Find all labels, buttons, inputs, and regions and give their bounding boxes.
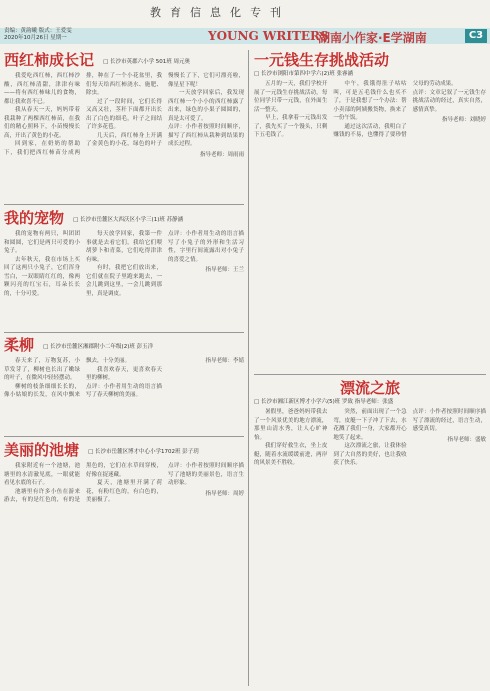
page-banner — [0, 0, 490, 26]
paragraph: 我们穿好救生衣，坐上皮艇，随着水流缓缓前进，两岸的风景美不胜收。 — [254, 443, 328, 466]
paragraph: 这次漂流之旅，让我体验到了大自然的美好，也让我收获了快乐。 — [333, 443, 407, 466]
article-pond — [4, 440, 244, 685]
paragraph: 夏天，池塘里开满了荷花，有粉红色的，有白色的，美丽极了。 — [86, 480, 162, 503]
article-teacher: 指导老师：王兰 — [205, 267, 244, 273]
article-teacher: 指导老师：周雨雨 — [199, 151, 244, 158]
article-comment: 点评：小作者用生动的语言描写了小兔子的外形和生活习性，字里行间流露出对小兔子的喜爱之情。 — [168, 231, 244, 263]
divider — [4, 204, 244, 205]
paragraph: 暑假里，爸爸妈妈带我去了一个风景优美的地方漂流，那里山清水秀，让人心旷神怡。 — [254, 409, 328, 441]
article-title: 美丽的池塘 — [4, 441, 80, 459]
paragraph: 我喜欢春天，更喜欢春天里的柳树。 — [86, 366, 162, 381]
article-byline: □ 长沙市岳麓区大西沃区小学三(1)班 苏静涵 — [73, 216, 184, 223]
article-willow — [4, 335, 244, 435]
english-title: YOUNG WRITERS — [208, 29, 329, 43]
article-body — [4, 357, 244, 400]
article-comment: 点评：小作者用生动的语言描写了春天柳树的美丽。 — [86, 383, 162, 398]
article-comment: 点评：小作者按照时间顺序，描写了西红柿从栽种到结果的成长过程。 — [168, 124, 244, 147]
column-divider — [248, 50, 249, 686]
paragraph: 每天放学回家，我第一件事就是去看它们，我给它们喂胡萝卜和青菜，它们吃得津津有味。 — [86, 231, 162, 263]
article-byline: □ 长沙市岳麓区博才中心小学1702班 彭子玥 — [88, 448, 199, 455]
paragraph: 通过这次活动，我明白了赚钱的不易，也懂得了要珍惜父母的劳动成果。 — [333, 81, 457, 138]
divider — [4, 332, 244, 333]
article-body — [254, 80, 486, 140]
article-comment: 点评：小作者按照时间顺序描写了池塘的美丽景色，语言生动形象。 — [168, 463, 244, 486]
article-title: 一元钱生存挑战活动 — [254, 51, 390, 69]
paragraph: 一天放学回家后，我发现西红柿一个小小的西红柿露了出来，绿色的小果子圆圆的，真是太可爱了。 — [168, 90, 244, 122]
paragraph: 我从春天一天，妈妈带着我栽种了两棵西红柿苗，在我们的精心照料下，小苗慢慢长高，开出了黄色的小花。 — [4, 107, 80, 139]
article-byline: □ 长沙市湘江新区博才小学六(5)班 罗致 指导老师：张盛 — [254, 399, 394, 405]
paragraph: 我的宠物有两只，叫团团和圆圆，它们是两只可爱的小兔子。 — [4, 231, 80, 254]
paragraph: 五月的一天，我们学校开展了一元钱生存挑战活动，每位同学只带一元钱，在外面生活一整天。 — [254, 81, 328, 113]
title-wrap — [254, 378, 486, 397]
article-teacher: 指导老师：盛敏 — [447, 436, 486, 443]
article-comment: 点评：文章记叙了一元钱生存挑战活动的经过，真实自然，感情真挚。 — [412, 89, 486, 113]
header-band — [0, 28, 490, 44]
article-body — [4, 230, 244, 298]
chinese-title: 湖南小作家·E学湖南 — [318, 31, 427, 45]
article-body — [254, 408, 486, 468]
article-body — [4, 72, 244, 159]
divider — [4, 436, 244, 437]
article-rafting — [254, 378, 486, 686]
paragraph: 中午，我饿得肚子咕咕叫，可是五毛钱什么也买不了，于是我想了一个办法：帮小卖部的阿姨搬货物，换来了一份午饭。 — [333, 81, 407, 121]
divider — [254, 374, 486, 375]
page-code: C3 — [465, 29, 487, 43]
editor-info — [4, 28, 72, 42]
paragraph: 我家附近有一个池塘，池塘里的水清澈见底，一眼就能看见水底的石子。 — [4, 463, 80, 486]
paragraph: 池塘里有许多小鱼在游来游去，有的是红色的，有的是黑色的，它们在水草间穿梭，好像在捉迷藏。 — [4, 463, 162, 503]
article-byline: □ 长沙市浏阳市第四中学六(2)班 张睿涵 — [254, 71, 353, 77]
article-pets — [4, 208, 244, 328]
article-comment: 点评：小作者按照时间顺序描写了漂流的经过，语言生动，感受真切。 — [412, 409, 486, 432]
paragraph: 我爱吃西红柿，西红柿沙酸，西红柿清甜，津津有味——将有西红柿味儿的食物，都让我欢喜不已。 — [4, 73, 80, 105]
section-title: 教育信息化专刊 — [150, 6, 290, 19]
paragraph: 早上，我拿着一元钱出发了，我先买了一个馒头，只剩下五毛钱了。 — [254, 115, 328, 138]
article-byline: □ 长沙市英郡六小学 501班 周元奥 — [103, 58, 191, 65]
article-teacher: 指导老师：周婷 — [205, 490, 244, 497]
editor-line: 责编：黄韵曦 版式：王爱雯 — [4, 28, 72, 34]
article-teacher: 指导老师：李婧 — [205, 358, 244, 364]
article-teacher: 指导老师：刘晓婷 — [441, 117, 486, 123]
article-title: 柔柳 — [4, 336, 35, 354]
paragraph: 柳树的枝条细细长长的，像小姑娘的长发，在风中飘来飘去，十分美丽。 — [4, 358, 131, 398]
paragraph: 去年秋天，我在市场上买回了这两只小兔子，它们浑身雪白，一双眼睛红红的，像两颗闪亮的红宝石，耳朵长长的，十分可爱。 — [4, 256, 80, 297]
paragraph: 突然，前面出现了一个急弯，皮艇一下子冲了下去，水花溅了我们一身，大家都开心地笑了起来。 — [333, 409, 407, 441]
paragraph: 回到家，在奶奶的帮助下，我们把西红柿苗分成两排，种在了一个小花盆里，我们每天给西红柿浇水、施肥、除虫。 — [4, 73, 162, 156]
article-title: 西红柿成长记 — [4, 51, 95, 69]
article-title: 漂流之旅 — [339, 379, 400, 397]
article-title: 我的宠物 — [4, 209, 65, 227]
article-byline: □ 长沙市岳麓区湘郡附小二年级(2)班 彭玉洋 — [43, 343, 154, 350]
paragraph: 几天后，西红柿身上开满了金黄色的小花，绿色的叶子慢慢长了下，它们可漂亮啦，像星星下呢！ — [86, 73, 244, 147]
paragraph: 过了一段时间，它们长得又高又壮，茎秆下面都开出长出了白色的细毛，叶子之间结了许多花苞。 — [86, 98, 162, 130]
date-line: 2020年10月26日 星期一 — [4, 35, 67, 41]
paragraph: 有时，我把它们放出来，它们就在院子里跑来跑去，一会儿跳到这里，一会儿跳到那里，真是调皮。 — [86, 265, 162, 297]
article-one-yuan — [254, 50, 486, 370]
paragraph: 春天来了，万物复苏，小草发芽了，柳树也长出了嫩绿的叶子，在微风中轻轻摆动。 — [4, 358, 80, 381]
article-tomato — [4, 50, 244, 200]
article-body — [4, 462, 244, 505]
